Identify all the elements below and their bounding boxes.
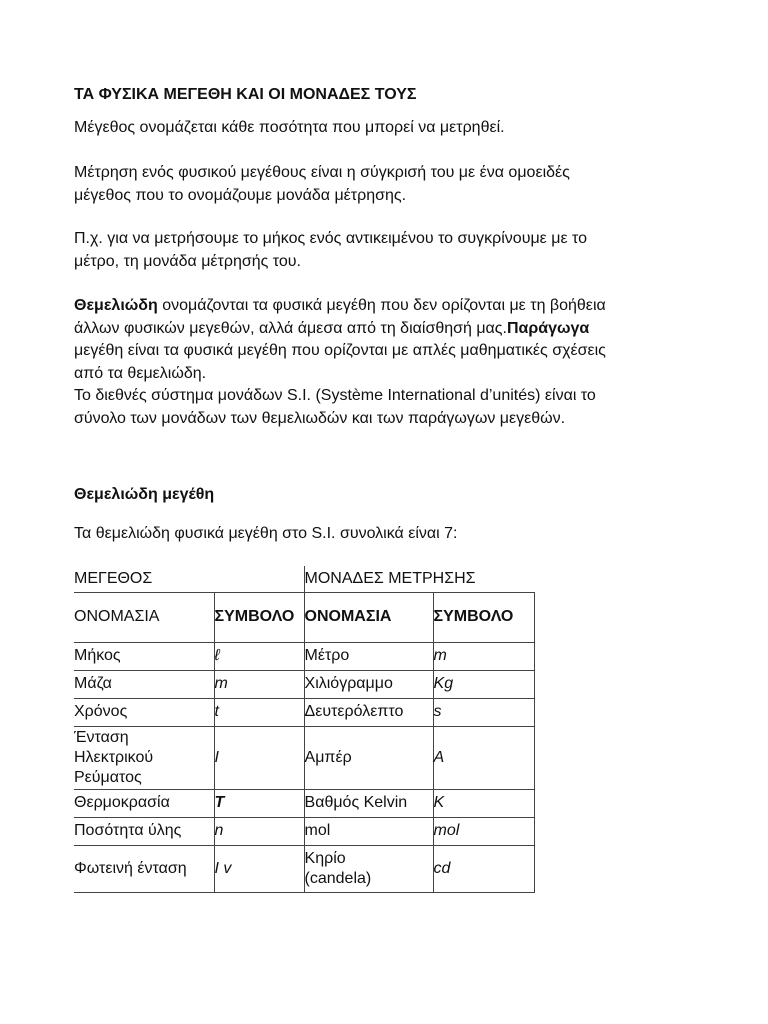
paragraph-example-line1: Π.χ. για να μετρήσουμε το μήκος ενός αντικειμένου το συγκρίνουμε με το [74,230,588,247]
paragraph-fd-line2: άλλων φυσικών μεγεθών, αλλά άμεσα από τη διαίσθησή μας. [74,319,507,337]
table-row [74,789,534,817]
unit-symbol: mol [433,817,534,845]
si-units-table [74,566,535,893]
quantity-name: Θερμοκρασία [74,789,214,817]
quantity-symbol: m [214,670,304,698]
group-quantity-cell: ΜΕΓΕΘΟΣ [74,566,304,592]
table-group-header-row [74,566,534,592]
group-units-cell: ΜΟΝΑΔΕΣ ΜΕΤΡΗΣΗΣ [304,566,534,592]
paragraph-fd-line3: μεγέθη είναι τα φυσικά μεγέθη που ορίζονται με απλές μαθηματικές σχέσεις [74,342,606,359]
unit-symbol: m [433,642,534,670]
quantity-symbol: n [214,817,304,845]
unit-name: Κηρίο (candela) [304,845,433,892]
unit-symbol: K [433,789,534,817]
table-row [74,817,534,845]
header-symbol: ΣΥΜΒΟΛΟ [214,592,304,642]
paragraph-fd-text1: ονομάζονται τα φυσικά μεγέθη που δεν ορίζονται με τη βοήθεια [157,297,606,314]
quantity-symbol: I v [214,845,304,892]
paragraph-example-line2: μέτρο, τη μονάδα μέτρησής του. [74,252,301,270]
paragraph-fd-line5: Το διεθνές σύστημα μονάδων S.I. (Système International d’unités) είναι το [74,387,596,404]
section-heading: Θεμελιώδη μεγέθη [74,486,215,503]
table-row [74,845,534,892]
quantity-name: Χρόνος [74,698,214,726]
unit-symbol: s [433,698,534,726]
quantity-name: Μάζα [74,670,214,698]
header-name: ΟΝΟΜΑΣΙΑ [74,592,214,642]
unit-name: Βαθμός Kelvin [304,789,433,817]
unit-name: mol [304,817,433,845]
table-row [74,642,534,670]
quantity-name: Ποσότητα ύλης [74,817,214,845]
table-row [74,698,534,726]
quantity-name: Φωτεινή ένταση [74,845,214,892]
unit-name: Μέτρο [304,642,433,670]
unit-symbol: cd [433,845,534,892]
paragraph-fundamental-derived [74,295,694,430]
header-unit-symbol: ΣΥΜΒΟΛΟ [433,592,534,642]
unit-symbol: Kg [433,670,534,698]
paragraph-measurement-line2: μέγεθος που το ονομάζουμε μονάδα μέτρησης. [74,186,407,204]
unit-symbol: A [433,726,534,789]
quantity-name: Μήκος [74,642,214,670]
quantity-symbol: ℓ [214,642,304,670]
quantity-symbol: I [214,726,304,789]
table-row [74,670,534,698]
paragraph-fd-line4: από τα θεμελιώδη. [74,364,207,382]
term-fundamental: Θεμελιώδη [74,297,158,314]
unit-name: Δευτερόλεπτο [304,698,433,726]
table-row [74,726,534,789]
paragraph-measurement-line1: Μέτρηση ενός φυσικού μεγέθους είναι η σύγκρισή του με ένα ομοειδές [74,164,570,181]
quantity-name: Ένταση Ηλεκτρικού Ρεύματος [74,726,214,789]
paragraph-definition: Μέγεθος ονομάζεται κάθε ποσότητα που μπορεί να μετρηθεί. [74,119,505,136]
document-title: ΤΑ ΦΥΣΙΚΑ ΜΕΓΕΘΗ ΚΑΙ ΟΙ ΜΟΝΑΔΕΣ ΤΟΥΣ [74,86,417,103]
quantity-symbol: t [214,698,304,726]
unit-name: Χιλιόγραμμο [304,670,433,698]
quantity-symbol: T [214,789,304,817]
paragraph-measurement [74,162,694,207]
table-column-header-row [74,592,534,642]
header-unit-name: ΟΝΟΜΑΣΙΑ [304,592,433,642]
term-derived: Παράγωγα [506,319,590,337]
unit-name: Αμπέρ [304,726,433,789]
paragraph-example [74,228,694,273]
section-intro: Τα θεμελιώδη φυσικά μεγέθη στο S.I. συνολικά είναι 7: [74,525,458,542]
paragraph-fd-line6: σύνολο των μονάδων των θεμελιωδών και των παράγωγων μεγεθών. [74,409,566,427]
